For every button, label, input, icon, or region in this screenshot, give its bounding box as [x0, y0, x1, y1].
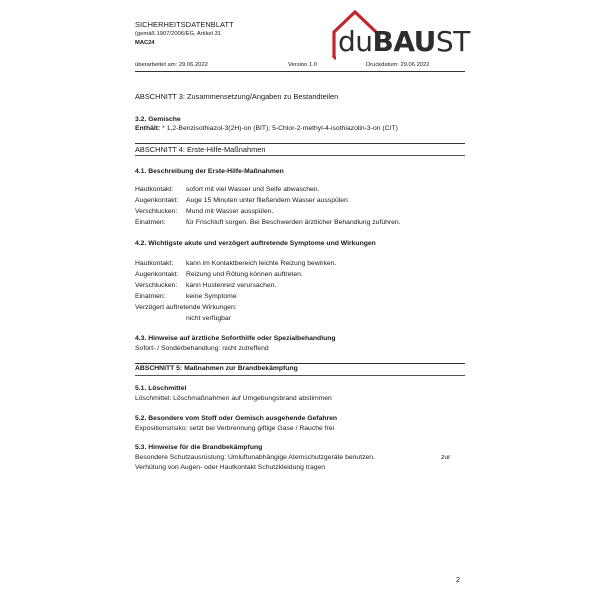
subsection-5-2-text: Expositionsrisiko: setzt bei Verbrennung giftige Gase / Rauche frei — [135, 425, 335, 432]
delayed-effects-value: nicht verfügbar — [186, 315, 231, 322]
measure-text-eye: Auge 15 Minuten unter fließendem Wasser ausspülen. — [186, 197, 350, 204]
page-number: 2 — [456, 575, 460, 584]
symptom-text-eye: Reizung und Rötung können auftreten. — [186, 271, 303, 278]
section-4-bottom-rule — [135, 155, 465, 156]
subsection-4-1-heading: 4.1. Beschreibung der Erste-Hilfe-Maßnahmen — [135, 168, 284, 175]
contains-value: * 1,2-Benzisothiazol-3(2H)-on (BIT); 5-Chlor-2-methyl-4-isothiazolin-3-on (CIT) — [160, 125, 398, 132]
measure-label-swallow: Verschlucken: — [135, 208, 178, 215]
logo-text-st: ST — [435, 25, 470, 58]
measure-label-skin: Hautkontakt: — [135, 186, 174, 193]
contains-line — [135, 125, 398, 133]
print-date: Druckdatum: 29.06.2022 — [366, 62, 430, 68]
section-5-title: ABSCHNITT 5: Maßnahmen zur Brandbekämpfung — [135, 365, 298, 372]
measure-text-skin: sofort mit viel Wasser und Seife abwaschen. — [186, 186, 320, 193]
subsection-5-3-line1-tail: zur — [441, 454, 451, 461]
symptom-label-eye: Augenkontakt: — [135, 271, 179, 278]
section-3-title: ABSCHNITT 3: Zusammensetzung/Angaben zu Bestandteilen — [135, 92, 339, 101]
subsection-4-3-heading: 4.3. Hinweise auf ärztliche Soforthilfe oder Spezialbehandlung — [135, 335, 336, 342]
symptom-label-inhale: Einatmen: — [135, 293, 166, 300]
symptom-text-swallow: kann Hustenreiz verursachen. — [186, 282, 277, 289]
section-5-bottom-rule — [135, 375, 465, 376]
measure-text-swallow: Mund mit Wasser ausspülen. — [186, 208, 274, 215]
symptom-text-skin: kann im Kontaktbereich leichte Reizung bewirken. — [186, 260, 337, 267]
subsection-4-3-text: Sofort- / Sonderbehandlung: nicht zutreffend — [135, 345, 269, 352]
symptom-label-skin: Hautkontakt: — [135, 260, 174, 267]
measure-label-eye: Augenkontakt: — [135, 197, 179, 204]
version: Version 1.0 — [288, 62, 318, 68]
section-5-top-rule — [135, 363, 465, 364]
subsection-4-2-heading: 4.2. Wichtigste akute und verzögert auftretende Symptome und Wirkungen — [135, 240, 376, 247]
logo-wordmark — [338, 25, 470, 58]
revised-date: überarbeitet am: 29.06.2022 — [135, 62, 208, 68]
dubaust-logo — [330, 6, 485, 62]
symptom-text-inhale: keine Symptome — [186, 293, 237, 300]
measure-label-inhale: Einatmen: — [135, 219, 166, 226]
subsection-5-1-text: Löschmittel: Löschmaßnahmen auf Umgebungsbrand abstimmen — [135, 395, 332, 402]
subsection-5-3-heading: 5.3. Hinweise für die Brandbekämpfung — [135, 444, 263, 451]
logo-text-bau: BAU — [372, 25, 436, 58]
logo-text-du: du — [338, 25, 373, 58]
section-4-top-rule — [135, 143, 465, 144]
product-name: MAC24 — [135, 40, 155, 46]
subsection-5-3-line2: Verhütung von Augen- oder Hautkontakt Schutzkleidung tragen — [135, 464, 326, 471]
document-title: SICHERHEITSDATENBLATT — [135, 20, 234, 29]
section-4-title: ABSCHNITT 4: Erste-Hilfe-Maßnahmen — [135, 145, 266, 154]
subsection-5-3-line1: Besondere Schutzausrüstung: Umluftunabhängige Atemschutzgeräte benutzen. — [135, 454, 375, 461]
delayed-effects-label: Verzögert auftretende Wirkungen: — [135, 304, 237, 311]
subsection-5-2-heading: 5.2. Besondere vom Stoff oder Gemisch ausgehende Gefahren — [135, 415, 338, 422]
symptom-label-swallow: Verschlucken: — [135, 282, 178, 289]
subsection-5-1-heading: 5.1. Löschmittel — [135, 385, 187, 392]
subsection-3-2-heading: 3.2. Gemische — [135, 116, 181, 123]
header-divider — [135, 71, 465, 72]
measure-text-inhale: für Frischluft sorgen. Bei Beschwerden ärztlicher Behandlung zuführen. — [186, 219, 401, 226]
regulation-reference: (gemäß 1907/2006/EG, Artikel 31 — [135, 31, 222, 37]
contains-label: Enthält: — [135, 125, 161, 132]
